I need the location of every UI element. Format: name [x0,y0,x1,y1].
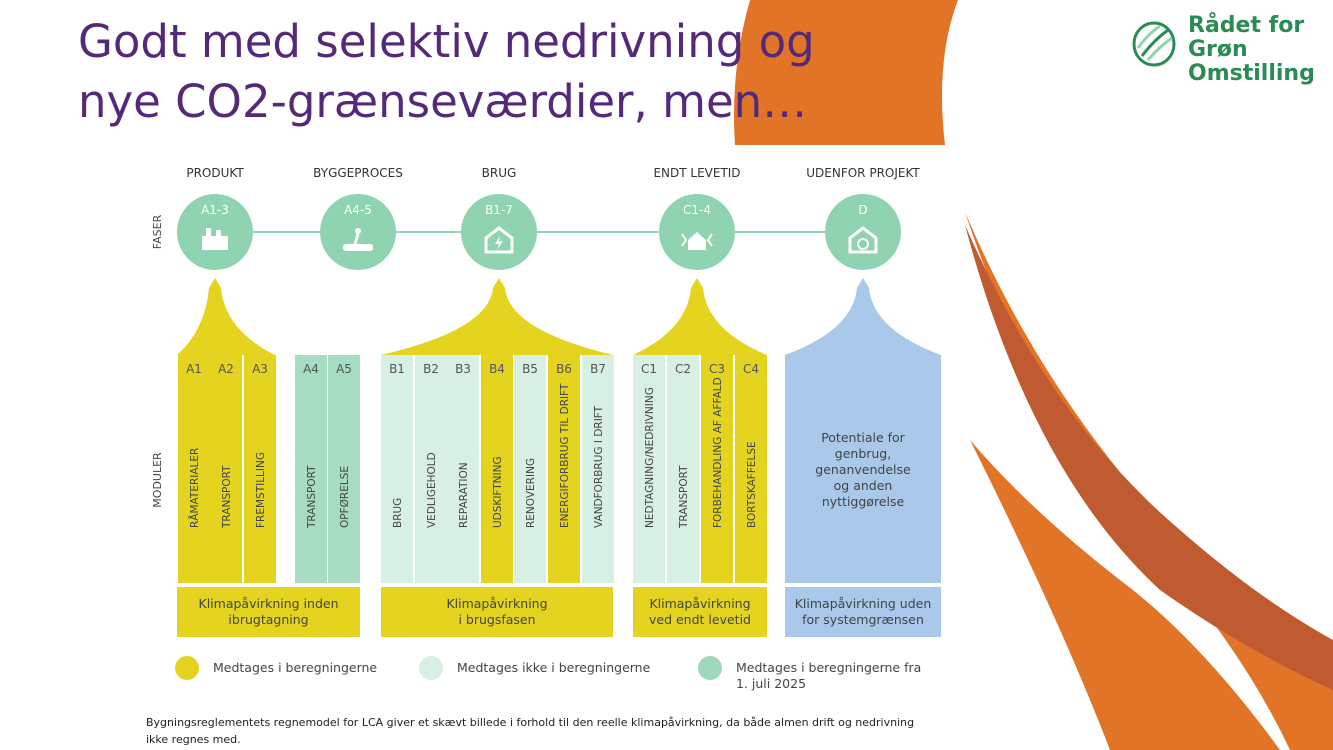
module-c3 [701,355,733,583]
module-d-text-line: nyttiggørelse [821,494,905,509]
module-label: NEDTAGNING/NEDRIVNING [644,387,656,528]
impact-line-2: for systemgrænsen [802,612,924,627]
phase-1 [177,166,253,270]
module-b1 [381,355,413,583]
legend-item-2 [419,656,651,680]
module-a1 [178,355,210,583]
module-b2 [415,355,447,583]
phase-5 [806,166,920,270]
impact-line-2: ibrugtagning [228,612,309,627]
module-label: TRANSPORT [221,465,233,528]
phase-header: BRUG [481,166,517,180]
module-b5 [514,355,546,583]
module-b6 [548,355,580,583]
module-label: TRANSPORT [678,465,690,528]
factory-chimney [216,230,221,236]
leaf-logo-icon [1130,20,1180,68]
factory-chimney [206,228,211,236]
module-a5 [328,355,360,583]
module-code: B7 [590,362,606,376]
phase-code: D [858,203,868,217]
impact-line-2: ved endt levetid [649,612,751,627]
module-b4 [481,355,513,583]
impact-line-1: Klimapåvirkning uden [794,596,932,611]
module-b7 [582,355,614,583]
module-code: B3 [455,362,471,376]
module-d [785,355,941,583]
lca-diagram [145,150,960,700]
module-label: VEDLIGEHOLD [426,452,438,528]
logo-line-2: Grøn [1188,37,1248,62]
axis-label-moduler: MODULER [151,452,164,508]
phase-header: ENDT LEVETID [653,166,741,180]
module-label: ENERGIFORBRUG TIL DRIFT [559,383,571,528]
module-code: A4 [303,362,319,376]
impact-group-4 [785,587,941,637]
module-label: REPARATION [458,462,470,528]
module-code: C2 [674,362,692,376]
module-a2 [210,355,242,583]
module-code: C1 [640,362,658,376]
module-label: RENOVERING [525,457,537,528]
module-label: OPFØRELSE [339,466,351,528]
module-c4 [735,355,767,583]
module-code: B4 [489,362,505,376]
module-code: A2 [218,362,234,376]
legend-label-2: 1. juli 2025 [736,676,807,691]
module-code: C3 [708,362,726,376]
module-column [381,355,413,583]
module-code: A1 [186,362,202,376]
module-d-text-line: Potentiale for [821,430,905,445]
phase-code: B1-7 [485,203,513,217]
slide-title [78,12,838,132]
module-label: RÅMATERIALER [189,447,201,528]
phase-header: PRODUKT [186,166,244,180]
tent-udenfor-projekt [785,278,941,355]
module-code: A3 [252,362,268,376]
logo-line-3: Omstilling [1188,61,1315,86]
impact-line-2: i brugsfasen [458,612,536,627]
impact-line-1: Klimapåvirkning [649,596,751,611]
module-label: VANDFORBRUG I DRIFT [593,405,605,528]
module-code: C4 [742,362,760,376]
tent-endt-levetid [633,278,767,355]
phase-2 [313,166,403,270]
logo-line-1: Rådet for [1188,13,1305,38]
worker-beam [343,244,373,251]
module-c1 [633,355,665,583]
legend-label: Medtages i beregningerne [213,660,378,675]
module-d-text-line: genbrug, [834,446,892,461]
footnote [146,714,966,748]
module-a4 [295,355,327,583]
impact-line-1: Klimapåvirkning inden [198,596,339,611]
title-line-2: nye CO2-grænseværdier, men… [78,75,808,128]
module-label: BORTSKAFFELSE [746,441,758,528]
module-a3 [244,355,276,583]
impact-group-2 [381,587,613,637]
title-line-1: Godt med selektiv nedrivning og [78,15,815,68]
module-c2 [667,355,699,583]
phase-code: A4-5 [344,203,372,217]
phase-3 [461,166,537,270]
impact-line-1: Klimapåvirkning [446,596,548,611]
module-label: FREMSTILLING [255,452,267,528]
module-d-text-line: og anden [833,478,893,493]
phase-code: A1-3 [201,203,229,217]
footnote-line-2: ikke regnes med. [146,733,241,746]
footnote-line-1: Bygningsreglementets regnemodel for LCA giver et skævt billede i forhold til den reelle klimapåvirkning, da både almen drift og nedrivning [146,716,915,729]
legend-swatch [419,656,443,680]
tent-brug [381,278,613,355]
module-code: B6 [556,362,572,376]
axis-label-faser: FASER [151,214,164,250]
legend-item-1 [175,656,377,680]
legend-item-3 [698,656,921,691]
factory-body [202,236,228,250]
legend-swatch [175,656,199,680]
legend-swatch [698,656,722,680]
worker-head [355,228,361,234]
phase-code: C1-4 [683,203,711,217]
phase-header: UDENFOR PROJEKT [806,166,920,180]
module-b3 [447,355,479,583]
module-d-text-line: genanvendelse [815,462,911,477]
module-label: UDSKIFTNING [492,456,504,528]
phase-header: BYGGEPROCES [313,166,403,180]
module-label: FORBEHANDLING AF AFFALD [712,377,724,528]
module-code: B1 [389,362,405,376]
legend-label: Medtages ikke i beregningerne [457,660,651,675]
module-label: BRUG [392,497,404,528]
impact-group-3 [633,587,767,637]
tent-produkt [177,278,275,355]
module-code: A5 [336,362,352,376]
module-code: B5 [522,362,538,376]
logo-text [1188,14,1333,86]
impact-group-1 [177,587,360,637]
module-label: TRANSPORT [306,465,318,528]
module-code: B2 [423,362,439,376]
legend-label: Medtages i beregningerne fra [736,660,922,675]
phase-4 [653,166,740,270]
